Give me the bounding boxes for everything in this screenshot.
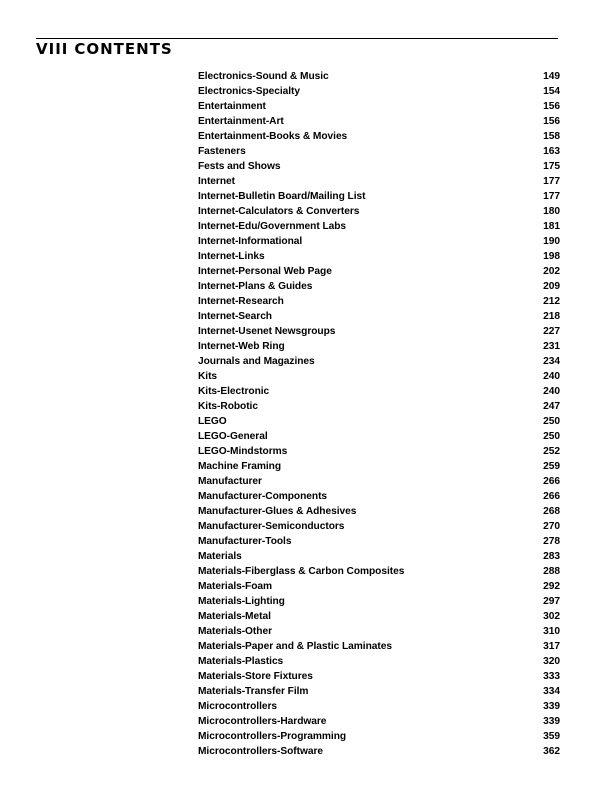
toc-entry-title: Manufacturer-Semiconductors	[198, 521, 345, 532]
toc-entry-page: 359	[543, 731, 560, 742]
toc-entry-title: Manufacturer	[198, 476, 262, 487]
toc-entry-page: 218	[543, 311, 560, 322]
toc-entry-title: Materials-Transfer Film	[198, 686, 309, 697]
toc-entry-title: Microcontrollers-Hardware	[198, 716, 327, 727]
toc-entry-page: 317	[543, 641, 560, 652]
toc-entry-title: Materials-Paper and & Plastic Laminates	[198, 641, 392, 652]
toc-entry-page: 320	[543, 656, 560, 667]
toc-entry-page: 270	[543, 521, 560, 532]
toc-entry[interactable]	[198, 294, 560, 309]
toc-entry[interactable]	[198, 249, 560, 264]
toc-entry-page: 156	[543, 116, 560, 127]
toc-entry[interactable]	[198, 624, 560, 639]
toc-entry-page: 177	[543, 191, 560, 202]
toc-entry-page: 278	[543, 536, 560, 547]
toc-entry-title: Microcontrollers-Programming	[198, 731, 347, 742]
toc-entry-title: Microcontrollers-Software	[198, 746, 323, 757]
toc-entry-page: 302	[543, 611, 560, 622]
toc-entry-title: Microcontrollers	[198, 701, 278, 712]
toc-entry[interactable]	[198, 714, 560, 729]
toc-entry-title: Machine Framing	[198, 461, 282, 472]
toc-entry[interactable]	[198, 144, 560, 159]
toc-entry[interactable]	[198, 264, 560, 279]
toc-entry[interactable]	[198, 279, 560, 294]
toc-entry[interactable]	[198, 609, 560, 624]
toc-entry[interactable]	[198, 399, 560, 414]
toc-entry[interactable]	[198, 189, 560, 204]
toc-entry-title: Kits-Robotic	[198, 401, 258, 412]
toc-entry-page: 247	[543, 401, 560, 412]
toc-entry[interactable]	[198, 549, 560, 564]
toc-entry-page: 339	[543, 716, 560, 727]
toc-entry-page: 333	[543, 671, 560, 682]
toc-entry-page: 175	[543, 161, 560, 172]
toc-entry[interactable]	[198, 519, 560, 534]
toc-entry-page: 202	[543, 266, 560, 277]
toc-entry-page: 292	[543, 581, 560, 592]
toc-entry-title: Internet	[198, 176, 235, 187]
toc-entry-page: 288	[543, 566, 560, 577]
toc-entry-page: 158	[543, 131, 560, 142]
toc-entry-title: Internet-Search	[198, 311, 272, 322]
toc-entry[interactable]	[198, 429, 560, 444]
toc-entry-title: Internet-Informational	[198, 236, 303, 247]
toc-entry-page: 181	[543, 221, 560, 232]
toc-entry-title: Manufacturer-Components	[198, 491, 328, 502]
toc-entry-title: Internet-Plans & Guides	[198, 281, 313, 292]
toc-entry-title: Entertainment	[198, 101, 266, 112]
toc-entry-title: Journals and Magazines	[198, 356, 315, 367]
toc-entry-title: Materials-Metal	[198, 611, 271, 622]
toc-entry[interactable]	[198, 474, 560, 489]
toc-entry[interactable]	[198, 84, 560, 99]
toc-entry-page: 266	[543, 476, 560, 487]
toc-entry[interactable]	[198, 369, 560, 384]
toc-entry[interactable]	[198, 534, 560, 549]
toc-entry-title: LEGO	[198, 416, 227, 427]
toc-entry-title: Manufacturer-Glues & Adhesives	[198, 506, 357, 517]
toc-entry-page: 334	[543, 686, 560, 697]
toc-entry-title: Entertainment-Books & Movies	[198, 131, 348, 142]
toc-entry[interactable]	[198, 669, 560, 684]
toc-entry[interactable]	[198, 594, 560, 609]
toc-entry[interactable]	[198, 504, 560, 519]
toc-entry[interactable]	[198, 69, 560, 84]
toc-entry[interactable]	[198, 324, 560, 339]
page-title	[36, 40, 173, 58]
toc-entry[interactable]	[198, 654, 560, 669]
toc-entry-page: 231	[543, 341, 560, 352]
toc-entry[interactable]	[198, 219, 560, 234]
toc-entry-title: Internet-Personal Web Page	[198, 266, 332, 277]
toc-entry[interactable]	[198, 699, 560, 714]
toc-entry-title: Kits-Electronic	[198, 386, 270, 397]
toc-entry-title: Electronics-Sound & Music	[198, 71, 329, 82]
toc-entry-page: 240	[543, 386, 560, 397]
toc-entry-title: Materials-Store Fixtures	[198, 671, 313, 682]
toc-entry-page: 266	[543, 491, 560, 502]
toc-entry-title: LEGO-General	[198, 431, 268, 442]
toc-entry-title: Kits	[198, 371, 218, 382]
toc-entry[interactable]	[198, 744, 560, 759]
toc-entry[interactable]	[198, 99, 560, 114]
toc-entry-page: 198	[543, 251, 560, 262]
toc-entry-title: Materials-Foam	[198, 581, 273, 592]
page-number-roman: VIII	[36, 40, 69, 58]
toc-entry-page: 190	[543, 236, 560, 247]
toc-entry-page: 180	[543, 206, 560, 217]
toc-entry-title: Materials-Lighting	[198, 596, 285, 607]
toc-entry[interactable]	[198, 234, 560, 249]
toc-entry-page: 163	[543, 146, 560, 157]
toc-entry[interactable]	[198, 579, 560, 594]
toc-entry[interactable]	[198, 414, 560, 429]
toc-entry[interactable]	[198, 174, 560, 189]
toc-entry[interactable]	[198, 639, 560, 654]
toc-entry[interactable]	[198, 564, 560, 579]
toc-entry[interactable]	[198, 114, 560, 129]
toc-entry-page: 250	[543, 431, 560, 442]
toc-entry[interactable]	[198, 444, 560, 459]
toc-entry-title: Internet-Research	[198, 296, 284, 307]
toc-entry-page: 297	[543, 596, 560, 607]
toc-entry-page: 149	[543, 71, 560, 82]
table-of-contents	[198, 69, 560, 759]
toc-entry-title: LEGO-Mindstorms	[198, 446, 288, 457]
toc-entry-page: 212	[543, 296, 560, 307]
toc-entry-page: 154	[543, 86, 560, 97]
page-header	[36, 38, 558, 59]
toc-entry-page: 209	[543, 281, 560, 292]
toc-entry-title: Materials-Fiberglass & Carbon Composites	[198, 566, 405, 577]
toc-entry-page: 227	[543, 326, 560, 337]
toc-entry-title: Internet-Edu/Government Labs	[198, 221, 347, 232]
toc-entry[interactable]	[198, 459, 560, 474]
section-title: CONTENTS	[74, 40, 173, 58]
toc-entry-page: 156	[543, 101, 560, 112]
toc-entry-title: Internet-Web Ring	[198, 341, 285, 352]
toc-entry-title: Internet-Calculators & Converters	[198, 206, 360, 217]
toc-entry-page: 362	[543, 746, 560, 757]
toc-entry-title: Entertainment-Art	[198, 116, 284, 127]
toc-entry[interactable]	[198, 729, 560, 744]
toc-entry-title: Materials-Plastics	[198, 656, 284, 667]
toc-entry-title: Fasteners	[198, 146, 246, 157]
toc-entry-page: 283	[543, 551, 560, 562]
toc-entry-title: Electronics-Specialty	[198, 86, 300, 97]
toc-entry-title: Materials-Other	[198, 626, 272, 637]
toc-entry-page: 268	[543, 506, 560, 517]
toc-entry[interactable]	[198, 204, 560, 219]
toc-entry-title: Internet-Links	[198, 251, 265, 262]
toc-entry[interactable]	[198, 384, 560, 399]
toc-entry[interactable]	[198, 159, 560, 174]
toc-entry-title: Internet-Bulletin Board/Mailing List	[198, 191, 366, 202]
toc-entry[interactable]	[198, 489, 560, 504]
toc-entry[interactable]	[198, 339, 560, 354]
toc-entry-title: Manufacturer-Tools	[198, 536, 292, 547]
toc-entry-page: 339	[543, 701, 560, 712]
toc-entry[interactable]	[198, 684, 560, 699]
toc-entry-title: Materials	[198, 551, 242, 562]
toc-entry[interactable]	[198, 309, 560, 324]
toc-entry-page: 177	[543, 176, 560, 187]
toc-entry-page: 252	[543, 446, 560, 457]
toc-entry-page: 234	[543, 356, 560, 367]
toc-entry-page: 250	[543, 416, 560, 427]
toc-entry-page: 240	[543, 371, 560, 382]
toc-entry[interactable]	[198, 129, 560, 144]
toc-entry-page: 259	[543, 461, 560, 472]
toc-entry[interactable]	[198, 354, 560, 369]
toc-entry-title: Internet-Usenet Newsgroups	[198, 326, 336, 337]
toc-entry-page: 310	[543, 626, 560, 637]
toc-entry-title: Fests and Shows	[198, 161, 281, 172]
